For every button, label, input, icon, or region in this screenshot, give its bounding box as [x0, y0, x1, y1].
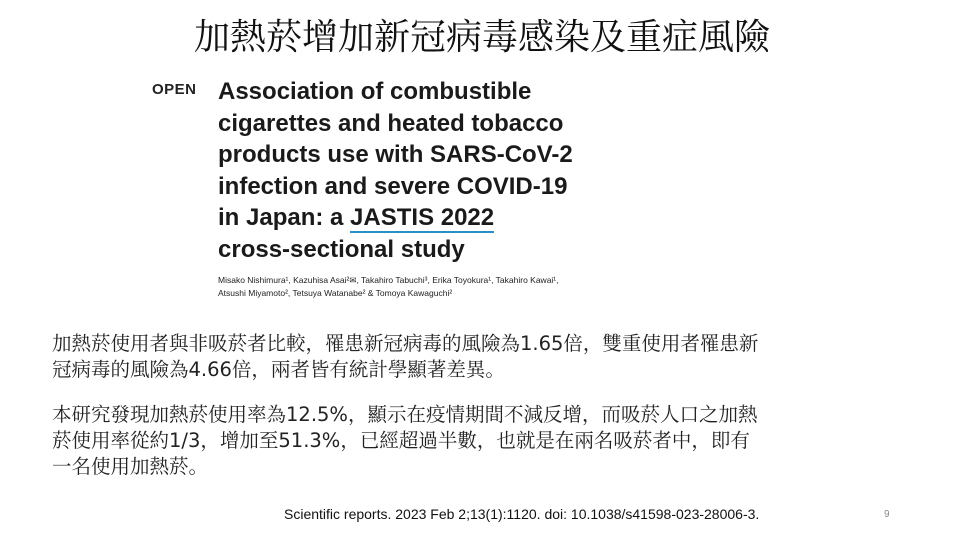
author-list [218, 274, 648, 300]
paper-title-prefix: in Japan: a [218, 204, 351, 231]
paper-title [218, 76, 658, 265]
paper-title-line: Association of combustible [218, 78, 532, 105]
paper-title-line: cross-sectional study [218, 235, 465, 263]
finding-paragraph-1 [52, 331, 922, 383]
paragraph-line: 加熱菸使用者與非吸菸者比較，罹患新冠病毒的風險為1.65倍，雙重使用者罹患新 [52, 332, 759, 355]
paper-title-line [218, 202, 658, 234]
paragraph-line: 本研究發現加熱菸使用率為12.5%，顯示在疫情期間不減反增，而吸菸人口之加熱 [52, 403, 758, 426]
paragraph-line: 菸使用率從約1/3，增加至51.3%，已經超過半數，也就是在兩名吸菸者中，即有 [52, 429, 750, 452]
jastis-underlined-text: JASTIS 2022 [350, 204, 495, 231]
author-line: Atsushi Miyamoto², Tetsuya Watanabe² & Tomoya Kawaguchi² [218, 288, 453, 298]
slide-title: 加熱菸增加新冠病毒感染及重症風險 [193, 17, 770, 58]
finding-paragraph-2 [52, 402, 922, 480]
page-number: 9 [884, 509, 890, 520]
open-access-label: OPEN [152, 81, 197, 98]
paper-title-line: cigarettes and heated tobacco [218, 109, 564, 137]
author-line: Misako Nishimura¹, Kazuhisa Asai²✉, Takahiro Tabuchi³, Erika Toyokura¹, Takahiro Kawai¹, [218, 275, 559, 285]
citation: Scientific reports. 2023 Feb 2;13(1):1120. doi: 10.1038/s41598-023-28006-3. [284, 506, 760, 522]
paragraph-line: 冠病毒的風險為4.66倍，兩者皆有統計學顯著差異。 [52, 358, 505, 381]
paragraph-line: 一名使用加熱菸。 [52, 455, 209, 478]
paper-title-line: infection and severe COVID-19 [218, 172, 568, 200]
paper-title-line: products use with SARS-CoV-2 [218, 141, 573, 168]
